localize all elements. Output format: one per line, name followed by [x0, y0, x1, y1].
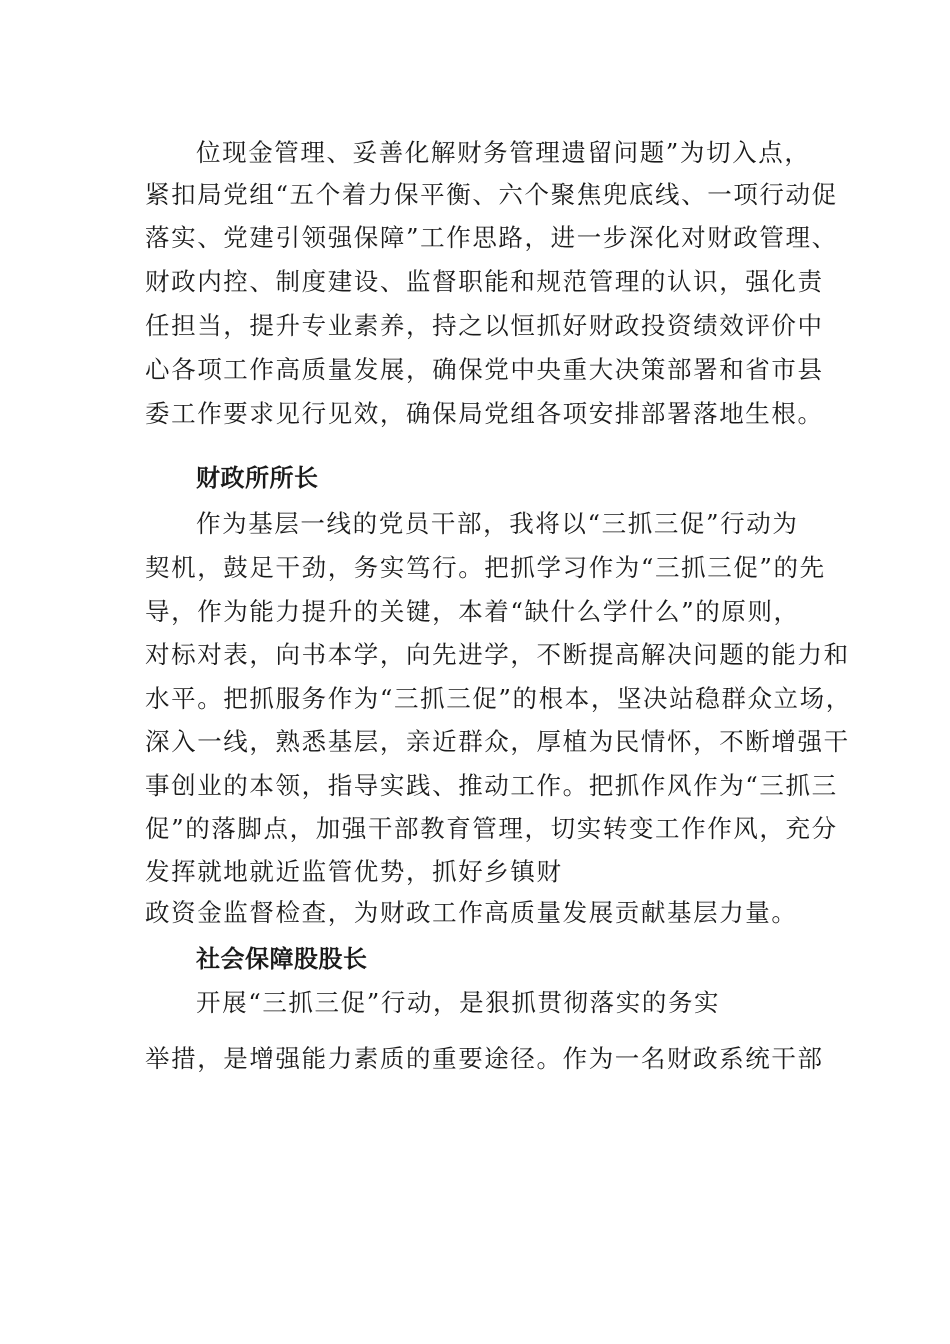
- paragraph-line: 开展“三抓三促”行动，是狠抓贯彻落实的务实: [196, 988, 721, 1017]
- paragraph-line: 对标对表，向书本学，向先进学，不断提高解决问题的能力和: [145, 640, 850, 669]
- section-heading: 社会保障股股长: [196, 945, 368, 973]
- paragraph-line: 深入一线，熟悉基层，亲近群众，厚植为民情怀，不断增强干: [145, 727, 850, 756]
- paragraph-line: 促”的落脚点，加强干部教育管理，切实转变工作作风，充分: [145, 814, 838, 843]
- paragraph-line: 任担当，提升专业素养，持之以恒抓好财政投资绩效评价中: [145, 311, 824, 340]
- paragraph-line: 事创业的本领，指导实践、推动工作。把抓作风作为“三抓三: [145, 771, 838, 800]
- paragraph-line: 财政内控、制度建设、监督职能和规范管理的认识，强化责: [145, 267, 824, 296]
- paragraph-line: 政资金监督检查，为财政工作高质量发展贡献基层力量。: [145, 898, 798, 927]
- paragraph-line: 举措，是增强能力素质的重要途径。作为一名财政系统干部: [145, 1044, 824, 1073]
- paragraph-line: 导，作为能力提升的关键，本着“缺什么学什么”的原则，: [145, 597, 800, 626]
- paragraph-line: 心各项工作高质量发展，确保党中央重大决策部署和省市县: [145, 355, 824, 384]
- paragraph-line: 发挥就地就近监管优势，抓好乡镇财: [145, 857, 563, 886]
- paragraph-line: 契机，鼓足干劲，务实笃行。把抓学习作为“三抓三促”的先: [145, 553, 826, 582]
- paragraph-line: 位现金管理、妥善化解财务管理遗留问题”为切入点，: [196, 138, 811, 167]
- paragraph-line: 作为基层一线的党员干部，我将以“三抓三促”行动为: [196, 509, 799, 538]
- section-heading: 财政所所长: [196, 464, 319, 492]
- paragraph-line: 落实、党建引领强保障”工作思路，进一步深化对财政管理、: [145, 223, 838, 252]
- paragraph-line: 水平。把抓服务作为“三抓三促”的根本，坚决站稳群众立场，: [145, 684, 852, 713]
- paragraph-line: 委工作要求见行见效，确保局党组各项安排部署落地生根。: [145, 399, 824, 428]
- paragraph-line: 紧扣局党组“五个着力保平衡、六个聚焦兜底线、一项行动促: [145, 180, 838, 209]
